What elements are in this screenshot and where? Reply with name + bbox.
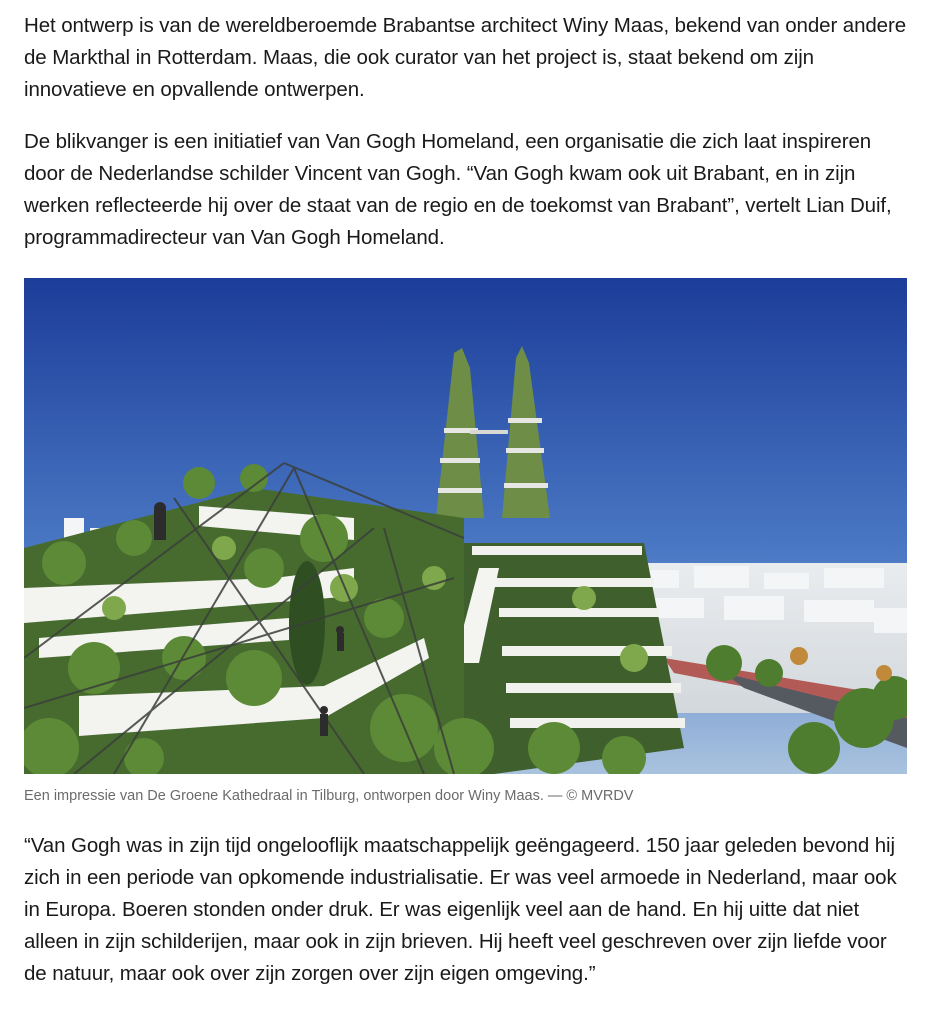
article-body	[24, 10, 909, 990]
article-quote-paragraph: “Van Gogh was in zijn tijd ongelooflijk maatschappelijk geëngageerd. 150 jaar geleden bevond hij zich in een periode van opkomende industrialisatie. Er was veel armoede in Nederland, maar ook in Europa. Boeren stonden onder druk. Er was eigenlijk veel aan de hand. En hij uitte dat niet alleen in zijn schilderijen, maar ook in zijn brieven. Hij heeft veel geschreven over zijn liefde voor de natuur, maar ook over zijn zorgen over zijn eigen omgeving.”	[24, 834, 897, 985]
figure-caption: Een impressie van De Groene Kathedraal in Tilburg, ontworpen door Winy Maas. — © MVRDV	[24, 788, 634, 804]
article-paragraph: De blikvanger is een initiatief van Van Gogh Homeland, een organisatie die zich laat inspireren door de Nederlandse schilder Vincent van Gogh. “Van Gogh kwam ook uit Brabant, en in zijn werken reflecteerde hij over de staat van de regio en de toekomst van Brabant”, vertelt Lian Duif, programmadirecteur van Van Gogh Homeland.	[24, 130, 892, 249]
cathedral-rendering-image	[24, 278, 907, 774]
article-paragraph: Het ontwerp is van de wereldberoemde Brabantse architect Winy Maas, bekend van onder andere de Markthal in Rotterdam. Maas, die ook curator van het project is, staat bekend om zijn innovatieve en opvallende ontwerpen.	[24, 14, 907, 101]
article-figure	[24, 278, 909, 806]
